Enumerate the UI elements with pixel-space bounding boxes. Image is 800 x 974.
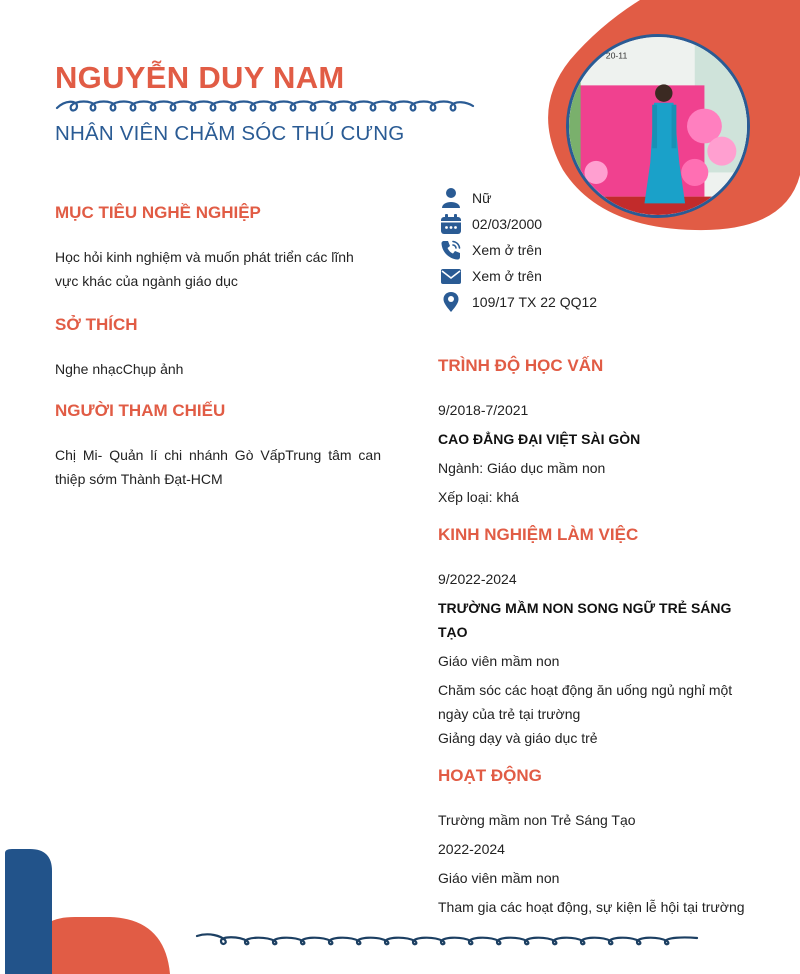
contact-email-value: Xem ở trên — [472, 268, 542, 284]
experience-duty: Chăm sóc các hoạt động ăn uống ngủ nghỉ một ngày của trẻ tại trường — [438, 682, 733, 722]
person-icon — [440, 187, 462, 209]
contact-gender — [440, 185, 597, 211]
contact-birthdate-value: 02/03/2000 — [472, 216, 543, 232]
education-period: 9/2018-7/2021 — [438, 402, 529, 418]
activities-role: Giáo viên mầm non — [438, 870, 560, 886]
section-objective — [55, 203, 381, 293]
activities-organization: Trường mầm non Trẻ Sáng Tạo — [438, 812, 636, 828]
references-text: Chị Mi- Quản lí chi nhánh Gò VấpTrung tâm can thiệp sớm Thành Đạt-HCM — [55, 447, 381, 487]
activities-description: Tham gia các hoạt động, sự kiện lễ hội tại trường — [438, 899, 745, 915]
section-education — [438, 356, 750, 509]
experience-heading: KINH NGHIỆM LÀM VIỆC — [438, 525, 639, 544]
references-heading: NGƯỜI THAM CHIẾU — [55, 401, 226, 420]
contact-gender-value: Nữ — [472, 190, 492, 206]
education-heading: TRÌNH ĐỘ HỌC VẤN — [438, 356, 604, 375]
squiggle-divider-bottom — [195, 928, 700, 954]
experience-duty: Giảng dạy và giáo dục trẻ — [438, 730, 598, 746]
hobbies-text: Nghe nhạcChụp ảnh — [55, 361, 184, 377]
full-name: NGUYỄN DUY NAM — [55, 60, 345, 95]
activities-period: 2022-2024 — [438, 841, 505, 857]
contact-address — [440, 289, 597, 315]
section-activities — [438, 766, 750, 919]
contact-phone-value: Xem ở trên — [472, 242, 542, 258]
contact-list — [440, 185, 597, 315]
education-school: CAO ĐẲNG ĐẠI VIỆT SÀI GÒN — [438, 431, 641, 447]
svg-text:20-11: 20-11 — [605, 50, 628, 61]
section-experience — [438, 525, 750, 750]
activities-heading: HOẠT ĐỘNG — [438, 766, 542, 785]
education-grade: Xếp loại: khá — [438, 489, 519, 505]
decorative-shapes-bottom-left — [0, 845, 180, 974]
section-hobbies — [55, 315, 381, 381]
job-title: NHÂN VIÊN CHĂM SÓC THÚ CƯNG — [55, 122, 405, 145]
left-column — [55, 203, 381, 491]
contact-address-value: 109/17 TX 22 QQ12 — [472, 294, 598, 310]
experience-position: Giáo viên mầm non — [438, 653, 560, 669]
contact-birthdate — [440, 211, 597, 237]
section-references — [55, 401, 381, 491]
mail-icon — [440, 265, 462, 287]
phone-icon — [440, 239, 462, 261]
education-major: Ngành: Giáo dục mầm non — [438, 460, 606, 476]
contact-phone — [440, 237, 597, 263]
experience-period: 9/2022-2024 — [438, 571, 517, 587]
contact-email — [440, 263, 597, 289]
objective-heading: MỤC TIÊU NGHỀ NGHIỆP — [55, 203, 261, 222]
squiggle-divider-top — [55, 96, 475, 116]
experience-company: TRƯỜNG MẦM NON SONG NGỮ TRẺ SÁNG TẠO — [438, 600, 732, 640]
location-icon — [440, 291, 462, 313]
calendar-icon — [440, 213, 462, 235]
objective-text: Học hỏi kinh nghiệm và muốn phát triển các lĩnh vực khác của ngành giáo dục — [55, 249, 354, 289]
right-column — [438, 356, 750, 924]
hobbies-heading: SỞ THÍCH — [55, 315, 138, 334]
